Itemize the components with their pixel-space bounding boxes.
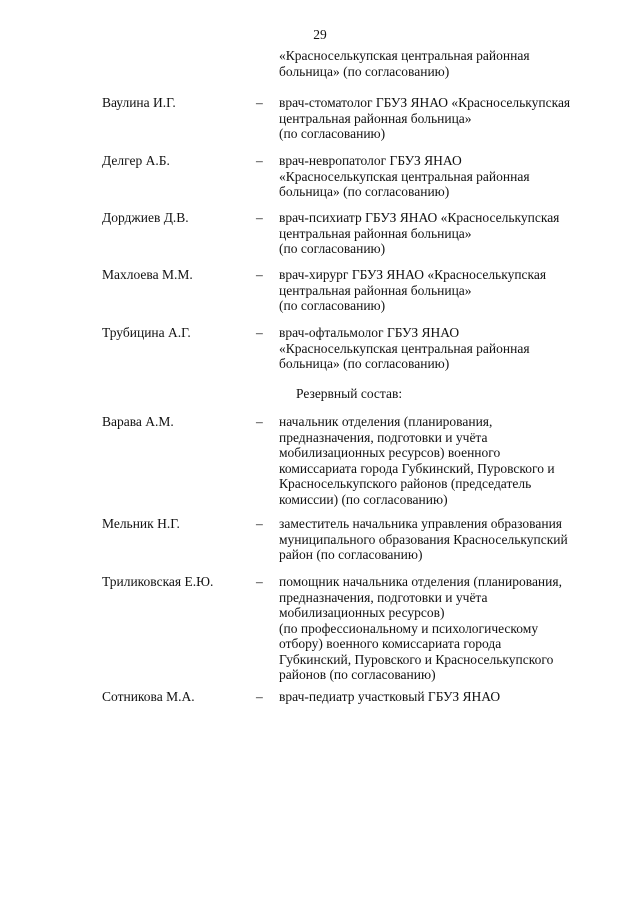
dash: – — [256, 689, 263, 704]
desc-line: предназначения, подготовки и учёта — [279, 429, 488, 445]
desc-line: районов (по согласованию) — [279, 667, 436, 682]
desc-line: больница» (по согласованию) — [279, 63, 450, 79]
dash: – — [256, 210, 263, 225]
member-position — [279, 95, 609, 142]
member-position — [279, 516, 609, 563]
desc-line: врач-офтальмолог ГБУЗ ЯНАО — [279, 325, 460, 340]
desc-line: врач-педиатр участковый ГБУЗ ЯНАО — [279, 689, 501, 704]
desc-line: больница» (по согласованию) — [279, 356, 450, 371]
dash: – — [256, 574, 263, 589]
desc-line: центральная районная больница» — [279, 110, 472, 126]
desc-line: «Красноселькупская центральная районная — [279, 340, 530, 356]
dash: – — [256, 414, 263, 429]
desc-line: (по согласованию) — [279, 298, 386, 313]
desc-line: врач-стоматолог ГБУЗ ЯНАО «Красноселькупская — [279, 95, 571, 110]
dash: – — [256, 325, 263, 340]
member-position — [279, 325, 609, 372]
member-position — [279, 153, 609, 200]
member-name: Трубицина А.Г. — [102, 325, 191, 340]
desc-line: (по согласованию) — [279, 126, 386, 141]
desc-line: больница» (по согласованию) — [279, 184, 450, 199]
desc-line: центральная районная больница» — [279, 282, 472, 298]
dash: – — [256, 267, 263, 282]
desc-line: помощник начальника отделения (планирования, — [279, 574, 562, 589]
member-name: Дорджиев Д.В. — [102, 210, 189, 225]
desc-line: мобилизационных ресурсов) военного — [279, 445, 501, 460]
member-name: Варава А.М. — [102, 414, 174, 429]
member-name: Сотникова М.А. — [102, 689, 195, 704]
member-name: Делгер А.Б. — [102, 153, 170, 168]
desc-line: муниципального образования Красноселькупский — [279, 531, 568, 547]
desc-line: Губкинский, Пуровского и Красноселькупского — [279, 651, 554, 667]
page-number: 29 — [313, 27, 327, 42]
desc-line: врач-психиатр ГБУЗ ЯНАО «Красноселькупская — [279, 210, 560, 225]
member-position — [279, 210, 609, 257]
member-position — [279, 689, 609, 705]
member-name: Мельник Н.Г. — [102, 516, 180, 531]
desc-line: «Красноселькупская центральная районная — [279, 168, 530, 184]
continuation-text — [279, 48, 609, 79]
reserve-heading: Резервный состав: — [296, 386, 403, 401]
member-position — [279, 267, 609, 314]
desc-line: район (по согласованию) — [279, 547, 423, 562]
desc-line: (по профессиональному и психологическому — [279, 620, 539, 636]
desc-line: мобилизационных ресурсов) — [279, 605, 445, 620]
dash: – — [256, 95, 263, 110]
desc-line: заместитель начальника управления образования — [279, 516, 562, 531]
member-name: Ваулина И.Г. — [102, 95, 176, 110]
desc-line: (по согласованию) — [279, 241, 386, 256]
desc-line: начальник отделения (планирования, — [279, 414, 493, 429]
dash: – — [256, 516, 263, 531]
desc-line: Красноселькупского районов (председатель — [279, 476, 532, 491]
dash: – — [256, 153, 263, 168]
member-name: Махлоева М.М. — [102, 267, 193, 282]
member-name: Триликовская Е.Ю. — [102, 574, 214, 589]
desc-line: комиссариата города Губкинский, Пуровского и — [279, 460, 555, 476]
desc-line: врач-хирург ГБУЗ ЯНАО «Красноселькупская — [279, 267, 547, 282]
member-position — [279, 414, 609, 507]
desc-line: предназначения, подготовки и учёта — [279, 589, 488, 605]
desc-line: центральная районная больница» — [279, 225, 472, 241]
desc-line: отбору) военного комиссариата города — [279, 636, 502, 651]
desc-line: комиссии) (по согласованию) — [279, 491, 448, 507]
member-position — [279, 574, 609, 683]
desc-line: «Красноселькупская центральная районная — [279, 48, 530, 63]
desc-line: врач-невропатолог ГБУЗ ЯНАО — [279, 153, 462, 168]
